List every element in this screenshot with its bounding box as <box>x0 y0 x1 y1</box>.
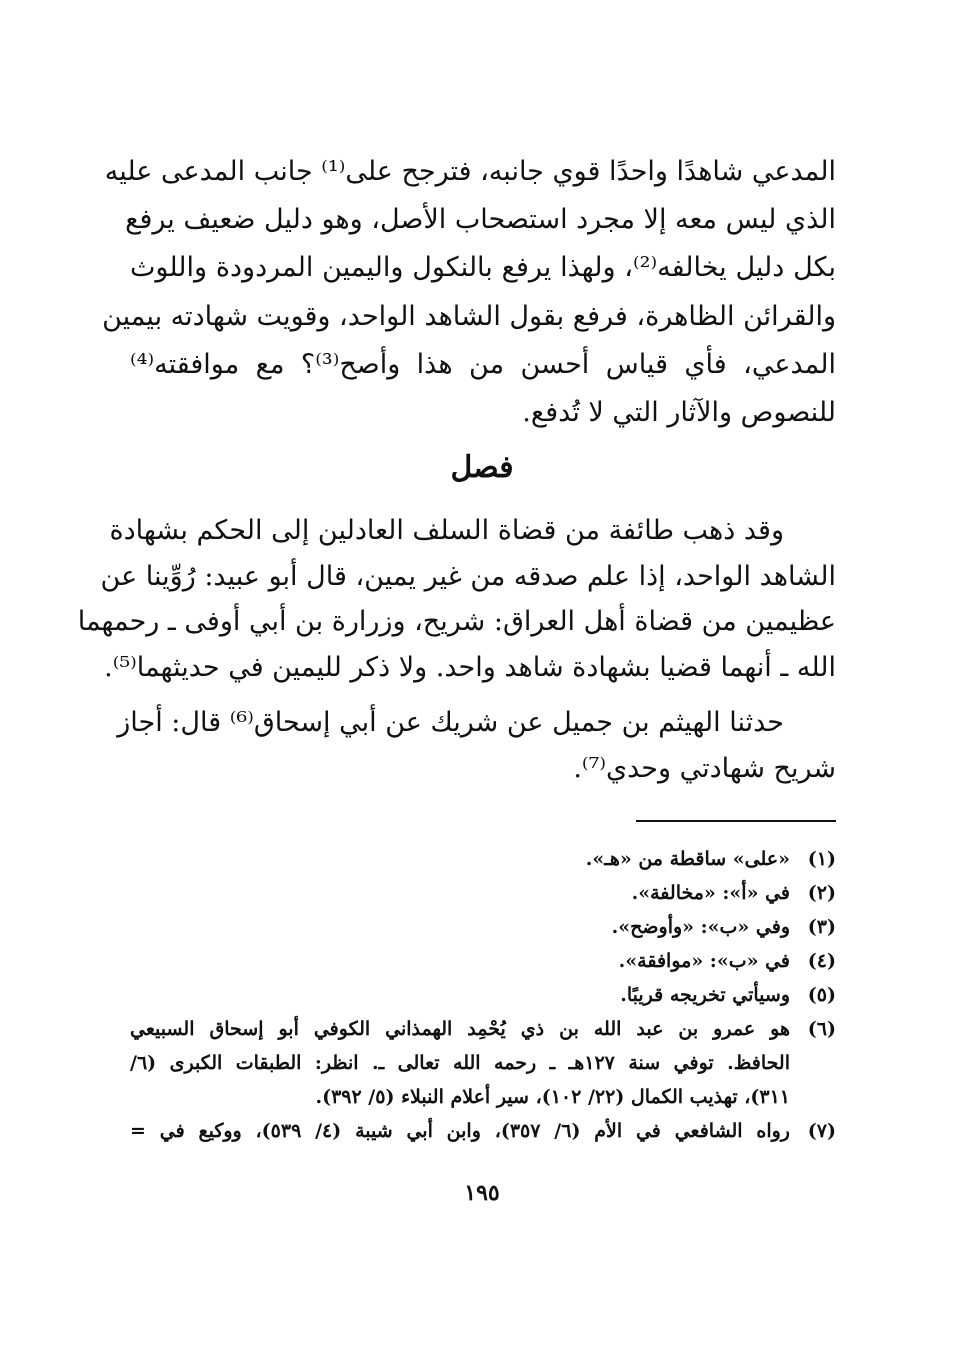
footnotes <box>130 842 836 1148</box>
text-line: حدثنا الهيثم بن جميل عن شريك عن أبي إسحاق⁽⁶⁾ قال: أجاز <box>117 707 784 738</box>
footnote-number: (٦) <box>807 1018 836 1040</box>
footnote-number: (٤) <box>807 950 836 972</box>
footnote-text: وفي «ب»: «وأوضح». <box>611 916 790 938</box>
footnote-text: في «أ»: «مخالفة». <box>631 882 790 904</box>
text-line: والقرائن الظاهرة، فرفع بقول الشاهد الواحد، وقويت شهادته بيمين <box>102 300 836 332</box>
footnote <box>130 876 836 910</box>
text-line: عظيمين من قضاة أهل العراق: شريح، وزرارة بن أبي أوفى ـ رحمهما <box>77 606 836 637</box>
section-heading: فصل <box>450 450 514 485</box>
footnote <box>130 1114 836 1148</box>
footnote-text: ٣١١)، تهذيب الكمال (٢٢/ ١٠٢)، سير أعلام النبلاء (٥/ ٣٩٢). <box>315 1086 790 1108</box>
footnote-number: (٢) <box>807 882 836 904</box>
footnote <box>130 1012 836 1114</box>
text-line: للنصوص والآثار التي لا تُدفع. <box>522 397 836 429</box>
text-line: الله ـ أنهما قضيا بشهادة شاهد واحد. ولا ذكر لليمين في حديثهما⁽⁵⁾. <box>104 651 836 683</box>
footnote-number: (٧) <box>807 1120 836 1142</box>
text-line: الشاهد الواحد، إذا علم صدقه من غير يمين، قال أبو عبيد: رُوِّينا عن <box>100 560 836 592</box>
footnote-text: هو عمرو بن عبد الله بن ذي يُحْمِد الهمذاني الكوفي أبو إسحاق السبيعي <box>130 1018 790 1040</box>
footnote <box>130 944 836 978</box>
footnote-text: رواه الشافعي في الأم (٦/ ٣٥٧)، وابن أبي شيبة (٤/ ٥٣٩)، ووكيع في = <box>130 1120 790 1142</box>
text-line: بكل دليل يخالفه⁽²⁾، ولهذا يرفع بالنكول واليمين المردودة واللوث <box>130 252 836 284</box>
page-number: ١٩٥ <box>464 1180 500 1206</box>
text-line: شريح شهادتي وحدي⁽⁷⁾. <box>573 753 836 784</box>
footnote-separator <box>636 820 836 822</box>
footnote <box>130 910 836 944</box>
footnote-text: «على» ساقطة من «هـ». <box>585 848 790 870</box>
footnote <box>130 842 836 876</box>
footnote-text: وسيأتي تخريجه قريبًا. <box>620 984 790 1006</box>
text-line: المدعي، فأي قياس أحسن من هذا وأصح⁽³⁾؟ مع موافقته⁽⁴⁾ <box>130 348 836 380</box>
paragraph-continued <box>102 148 836 437</box>
paragraph-hadith <box>117 700 836 792</box>
text-line: المدعي شاهدًا واحدًا قوي جانبه، فترجح على⁽¹⁾ جانب المدعى عليه <box>104 156 836 187</box>
text-line: وقد ذهب طائفة من قضاة السلف العادلين إلى الحكم بشهادة <box>109 515 784 546</box>
footnote-number: (٥) <box>807 984 836 1006</box>
footnote-text: في «ب»: «موافقة». <box>618 950 790 972</box>
text-line: الذي ليس معه إلا مجرد استصحاب الأصل، وهو دليل ضعيف يرفع <box>125 204 836 236</box>
footnote-number: (٣) <box>807 916 836 938</box>
paragraph-section <box>77 508 836 690</box>
footnote-text: الحافظ. توفي سنة ١٢٧هـ ـ رحمه الله تعالى ـ. انظر: الطبقات الكبرى (٦/ <box>130 1052 790 1074</box>
footnote-number: (١) <box>807 848 836 870</box>
footnote <box>130 978 836 1012</box>
